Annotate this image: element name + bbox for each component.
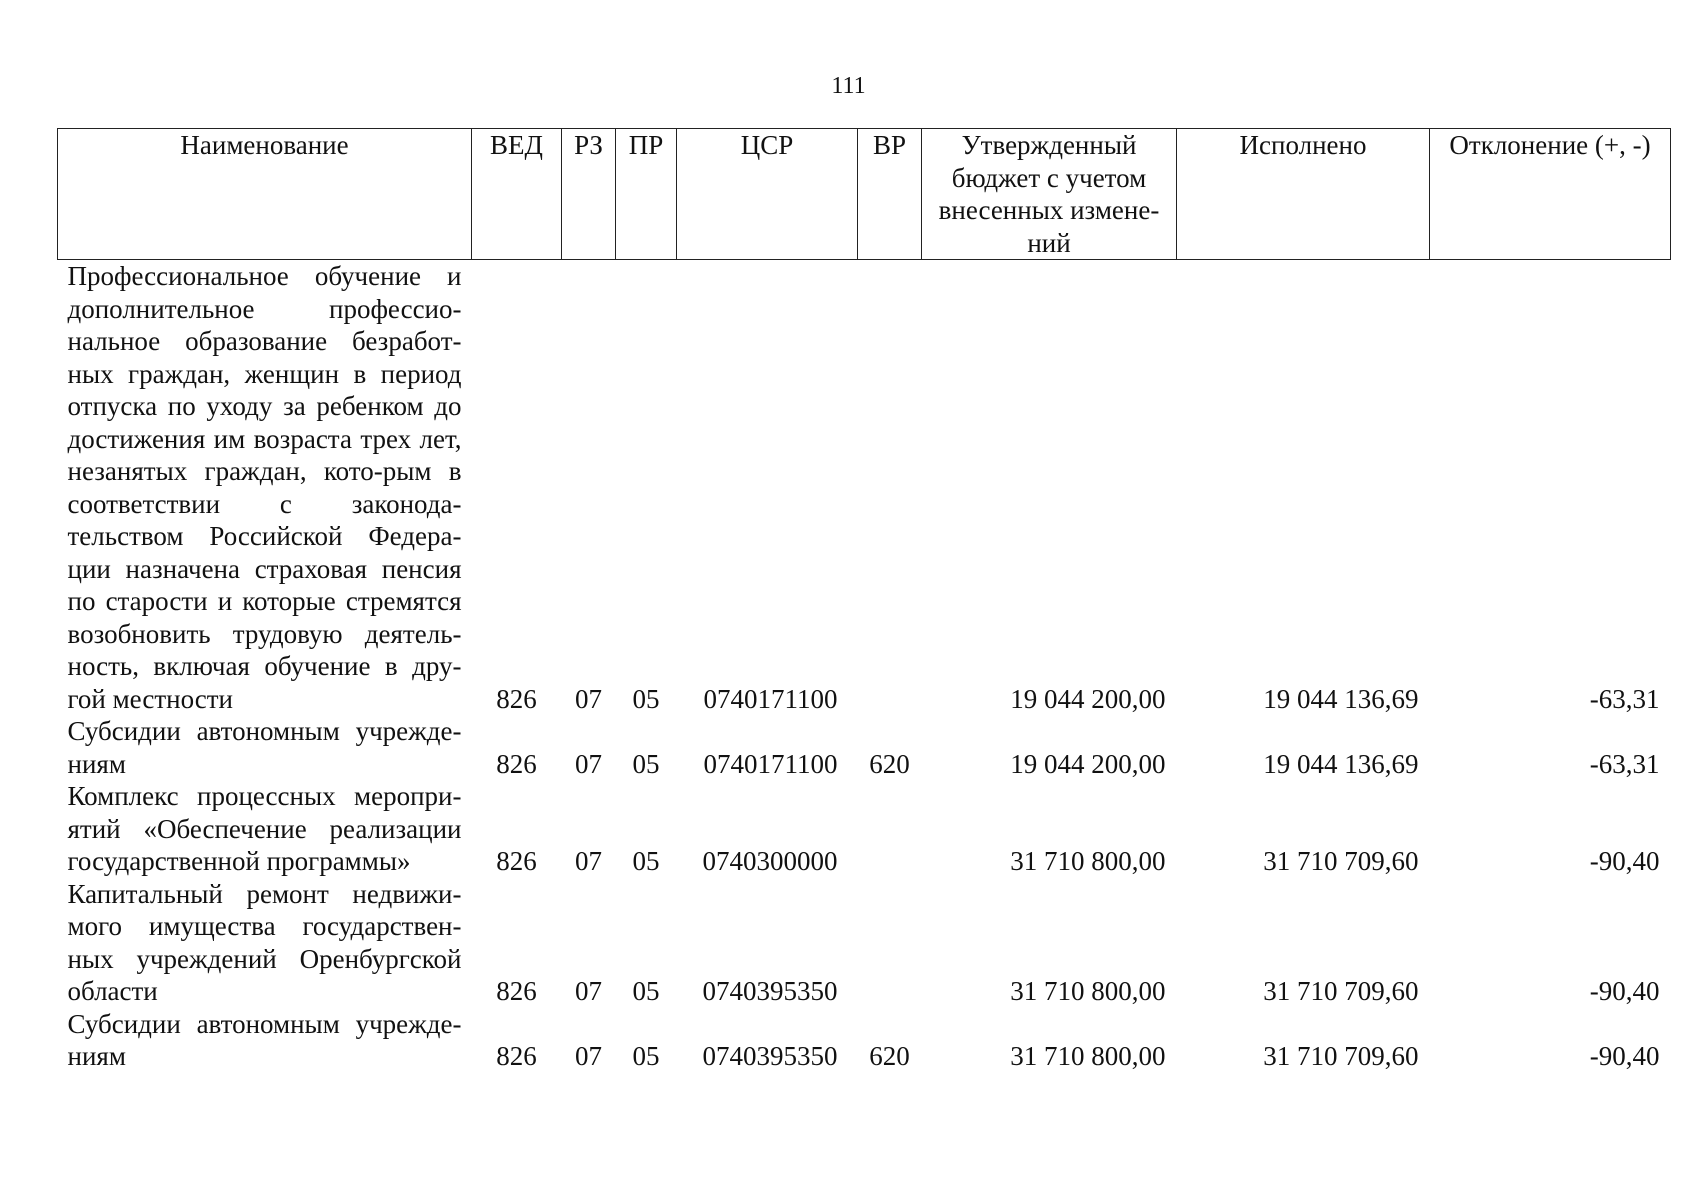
row-deviation: -90,40 [1589, 976, 1660, 1006]
row-csr: 0740395350 [702, 1041, 838, 1071]
table-row [58, 260, 1671, 716]
table-row [58, 1008, 1671, 1073]
table-row [58, 780, 1671, 878]
row-ved: 826 [496, 683, 537, 714]
row-ved: 826 [496, 846, 537, 876]
page-number: 111 [831, 73, 866, 99]
row-name: Капитальный ремонт недвижи-мого имущества государствен-ных учреждений Оренбургской области [67, 878, 462, 1006]
budget-table [57, 128, 1671, 1073]
table-row [58, 878, 1671, 1008]
row-pr: 05 [632, 976, 660, 1006]
row-pr: 05 [632, 748, 660, 779]
row-vr [858, 260, 922, 716]
row-vr [858, 878, 922, 1008]
row-vr: 620 [869, 1041, 910, 1071]
row-rz: 07 [575, 976, 602, 1006]
header-approved: Утвержденный бюджет с учетом внесенных измене-ний [922, 129, 1177, 260]
header-name: Наименование [58, 129, 472, 260]
header-rz: РЗ [562, 129, 616, 260]
row-executed: 31 710 709,60 [1263, 846, 1419, 876]
row-vr: 620 [869, 748, 910, 779]
table-row [58, 715, 1671, 780]
row-executed: 19 044 136,69 [1263, 683, 1419, 714]
row-rz: 07 [575, 1041, 602, 1071]
row-name: Профессиональное обучение и дополнительное профессио-нальное образование безработ-ных граждан, женщин в период отпуска по уходу за ребенком до достижения им возраста трех лет, незанятых граждан, кото-рым в соответствии с законода-тельством Российской Федера-ции назначена страховая пенсия по старости и которые стремятся возобновить трудовую деятель-ность, включая обучение в дру-гой местности [67, 261, 462, 714]
row-approved: 31 710 800,00 [1010, 976, 1166, 1006]
row-pr: 05 [632, 846, 660, 876]
header-vr: ВР [858, 129, 922, 260]
row-approved: 31 710 800,00 [1010, 1041, 1166, 1071]
row-deviation: -90,40 [1589, 1041, 1660, 1071]
row-name: Субсидии автономным учрежде-ниям [67, 1008, 462, 1071]
header-pr: ПР [616, 129, 677, 260]
row-name: Комплекс процессных меропри-ятий «Обеспечение реализации государственной программы» [67, 781, 462, 876]
row-deviation: -63,31 [1589, 748, 1660, 779]
row-approved: 19 044 200,00 [1010, 748, 1166, 779]
row-csr: 0740171100 [703, 748, 838, 779]
header-csr: ЦСР [677, 129, 858, 260]
row-deviation: -90,40 [1589, 846, 1660, 876]
row-ved: 826 [496, 748, 537, 779]
row-rz: 07 [575, 846, 602, 876]
row-rz: 07 [575, 683, 602, 714]
header-ved: ВЕД [472, 129, 562, 260]
row-vr [858, 780, 922, 878]
row-approved: 19 044 200,00 [1010, 683, 1166, 714]
row-ved: 826 [496, 976, 537, 1006]
row-csr: 0740171100 [703, 683, 838, 714]
row-pr: 05 [632, 1041, 660, 1071]
table-header-row [58, 129, 1671, 260]
row-executed: 31 710 709,60 [1263, 976, 1419, 1006]
row-executed: 19 044 136,69 [1263, 748, 1419, 779]
row-ved: 826 [496, 1041, 537, 1071]
row-csr: 0740395350 [702, 976, 838, 1006]
row-deviation: -63,31 [1589, 683, 1660, 714]
row-rz: 07 [575, 748, 602, 779]
row-csr: 0740300000 [702, 846, 838, 876]
row-executed: 31 710 709,60 [1263, 1041, 1419, 1071]
row-approved: 31 710 800,00 [1010, 846, 1166, 876]
row-name: Субсидии автономным учрежде-ниям [67, 716, 462, 779]
row-pr: 05 [632, 683, 660, 714]
header-deviation: Отклонение (+, -) [1430, 129, 1671, 260]
header-executed: Исполнено [1177, 129, 1430, 260]
